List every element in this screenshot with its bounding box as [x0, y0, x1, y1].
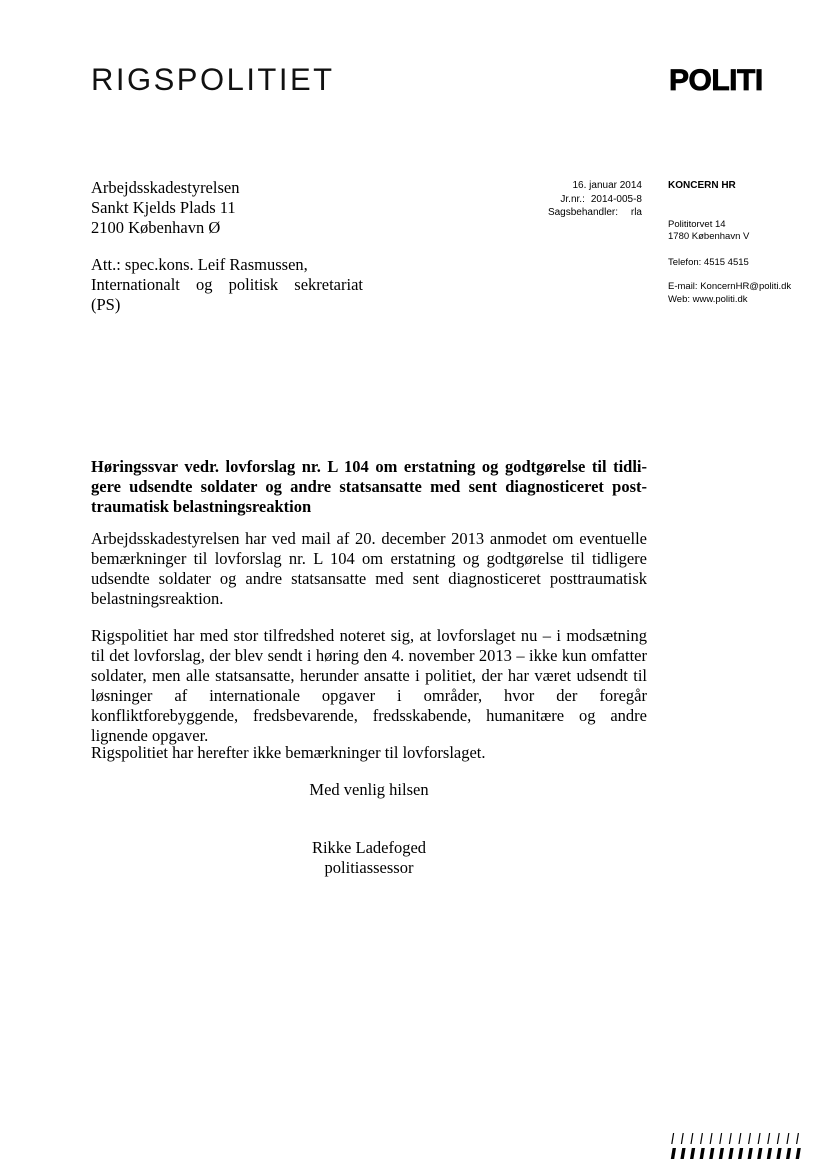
stripe-thick [776, 1148, 781, 1159]
politi-logo: POLITI [669, 64, 763, 97]
sender-department: KONCERN HR [668, 180, 736, 191]
stripe-thick [671, 1148, 676, 1159]
signer-title: politiassessor [324, 858, 414, 877]
recipient-line: 2100 København Ø [91, 218, 221, 237]
stripe-thin [786, 1133, 789, 1144]
stripe-thin [729, 1133, 732, 1144]
meta-date [502, 179, 642, 193]
letter-subject: Høringssvar vedr. lovforslag nr. L 104 om erstatning og godtgørelse til tidli-gere udsendte soldater og andre statsansatte med sent diagnosticeret post-traumatisk belastningsreaktion [91, 457, 647, 516]
stripe-thick [748, 1148, 753, 1159]
sender-email: E-mail: KoncernHR@politi.dk [668, 281, 792, 292]
attention-line: Att.: spec.kons. Leif Rasmussen, [91, 255, 308, 274]
sender-street: Polititorvet 14 [668, 218, 726, 230]
stripe-thin [710, 1133, 713, 1144]
stripe-thick [709, 1148, 714, 1159]
body-paragraph-1: Arbejdsskadestyrelsen har ved mail af 20. december 2013 anmodet om eventuelle bemærkninger til lovforslag nr. L 104 om erstatning og godtgørelse til tidligere udsendte soldater og andre statsansatte med sent diagnosticeret posttraumatisk belastningsreaktion. [91, 529, 647, 608]
sender-phone: Telefon: 4515 4515 [668, 256, 749, 268]
jrnr-value: 2014-005-8 [590, 193, 642, 205]
jrnr-label: Jr.nr.: [560, 193, 585, 205]
stripe-thick [680, 1148, 685, 1159]
handler-value: rla [630, 207, 642, 218]
meta-jrnr [502, 193, 642, 207]
stripe-thin [738, 1133, 741, 1144]
stripe-thin [758, 1133, 761, 1144]
attention-word: politisk [228, 275, 279, 294]
stripe-thick [728, 1148, 733, 1159]
stripe-thick [767, 1148, 772, 1159]
body-paragraph-3: Rigspolitiet har herefter ikke bemærkninger til lovforslaget. [91, 743, 486, 762]
signature-block [91, 838, 647, 878]
attention-word: Internationalt [91, 275, 180, 294]
sender-web: Web: www.politi.dk [668, 293, 748, 305]
signer-name: Rikke Ladefoged [311, 838, 427, 857]
organization-name: RIGSPOLITIET [91, 61, 335, 98]
closing-greeting: Med venlig hilsen [309, 780, 429, 799]
recipient-line: Sankt Kjelds Plads 11 [91, 198, 236, 217]
handler-label: Sagsbehandler: [547, 207, 618, 218]
sender-city: 1780 København V [668, 231, 750, 242]
stripe-thin [681, 1133, 684, 1144]
attention-word: og [196, 275, 213, 294]
stripe-thick [757, 1148, 762, 1159]
stripe-thick [786, 1148, 791, 1159]
stripe-thin [777, 1133, 780, 1144]
stripe-thick [700, 1148, 705, 1159]
stripe-thin [700, 1133, 703, 1144]
sender-info [668, 180, 818, 306]
meta-handler [502, 206, 642, 220]
stripe-thin [671, 1133, 674, 1144]
body-paragraph-2: Rigspolitiet har med stor tilfredshed noteret sig, at lovforslaget nu – i modsætning til det lovforslag, der blev sendt i høring den 4. november 2013 – ikke kun omfatter soldater, men alle statsansatte, herunder ansatte i politiet, der har været udsendt til løsninger af internationale opgaver i områder, hvor der foregår konfliktforebyggende, fredsbevarende, fredsskabende, humanitære og andre lignende opgaver. [91, 626, 647, 745]
stripe-thick [719, 1148, 724, 1159]
attention-line [91, 275, 363, 295]
recipient-address [91, 178, 239, 238]
checkered-stripe-logo [668, 1131, 808, 1161]
stripe-thin [796, 1133, 799, 1144]
stripe-thick [690, 1148, 695, 1159]
stripe-thin [748, 1133, 751, 1144]
date-value: 16. januar 2014 [572, 180, 642, 191]
stripe-thin [719, 1133, 722, 1144]
stripe-thick [796, 1148, 801, 1159]
stripe-thin [767, 1133, 770, 1144]
attention-word: sekretariat [294, 275, 363, 294]
letter-meta [502, 179, 642, 220]
stripe-thick [738, 1148, 743, 1159]
attention-line: (PS) [91, 295, 121, 314]
recipient-line: Arbejdsskadestyrelsen [91, 178, 240, 197]
stripe-thin [690, 1133, 693, 1144]
attention-block [91, 255, 363, 315]
